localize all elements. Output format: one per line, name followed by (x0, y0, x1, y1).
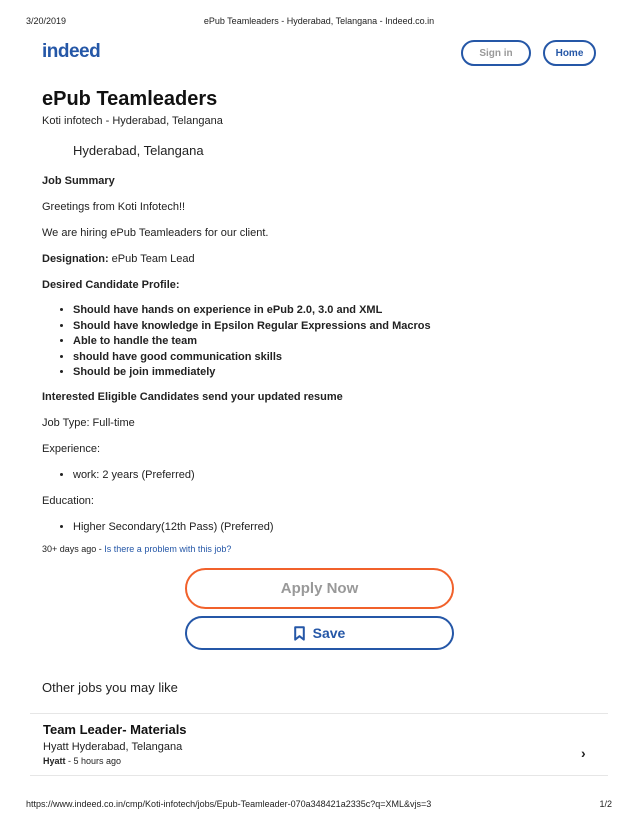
report-problem-link[interactable]: Is there a problem with this job? (104, 544, 232, 554)
hiring-text: We are hiring ePub Teamleaders for our client. (42, 227, 269, 239)
list-item: • Should be join immediately (73, 365, 633, 381)
interested-text: Interested Eligible Candidates send your updated resume (42, 391, 343, 403)
greeting-text: Greetings from Koti Infotech!! (42, 201, 186, 213)
job-card-location: Hyatt Hyderabad, Telangana (43, 741, 183, 753)
indeed-logo[interactable] (42, 41, 100, 63)
list-item: • Should have knowledge in Epsilon Regular Expressions and Macros (73, 319, 633, 335)
print-page-number: 1/2 (599, 799, 612, 809)
profile-heading: Desired Candidate Profile: (42, 279, 180, 291)
print-footer (26, 799, 612, 809)
other-jobs-heading: Other jobs you may like (42, 680, 178, 695)
divider (30, 775, 608, 776)
list-item: • Higher Secondary(12th Pass) (Preferred) (73, 520, 633, 536)
save-label: Save (312, 625, 346, 641)
list-item: • Able to handle the team (73, 334, 633, 350)
list-item: • Should have hands on experience in ePub 2.0, 3.0 and XML (73, 303, 633, 319)
print-date: 3/20/2019 (26, 16, 67, 26)
education-label: Education: (42, 495, 94, 507)
sign-in-button[interactable]: Sign in (461, 40, 531, 66)
job-type-text: Job Type: Full-time (42, 417, 135, 429)
chevron-right-icon: › (581, 745, 586, 761)
job-location: Hyderabad, Telangana (73, 143, 204, 158)
bookmark-icon (294, 626, 305, 641)
summary-heading: Job Summary (42, 175, 115, 187)
job-card-title: Team Leader- Materials (43, 722, 187, 737)
job-card[interactable] (30, 714, 608, 774)
save-button[interactable] (185, 616, 454, 650)
job-title: ePub Teamleaders (42, 88, 218, 110)
posted-line (42, 544, 231, 554)
print-url: https://www.indeed.co.in/cmp/Koti-infotech/jobs/Epub-Teamleader-070a348421a2335c?q=XML&vjs=3 (26, 799, 432, 809)
experience-list (42, 468, 633, 484)
job-card-company: Hyatt (43, 756, 66, 766)
apply-now-button[interactable]: Apply Now (185, 568, 454, 609)
indeed-logo-text: indeed (42, 41, 101, 62)
education-list (42, 520, 633, 536)
print-header (26, 16, 612, 26)
company-location: Koti infotech - Hyderabad, Telangana (42, 115, 223, 127)
experience-label: Experience: (42, 443, 101, 455)
designation-value: ePub Team Lead (108, 253, 195, 265)
list-item: • should have good communication skills (73, 350, 633, 366)
posted-age: 30+ days ago - (42, 544, 105, 554)
job-card-age: - 5 hours ago (65, 756, 122, 766)
designation-line (42, 252, 195, 267)
job-card-meta (43, 756, 121, 766)
print-page-title: ePub Teamleaders - Hyderabad, Telangana - Indeed.co.in (203, 16, 435, 26)
list-item: • work: 2 years (Preferred) (73, 468, 633, 484)
designation-label: Designation: (42, 253, 109, 265)
home-button[interactable]: Home (543, 40, 596, 66)
profile-list (42, 303, 633, 381)
